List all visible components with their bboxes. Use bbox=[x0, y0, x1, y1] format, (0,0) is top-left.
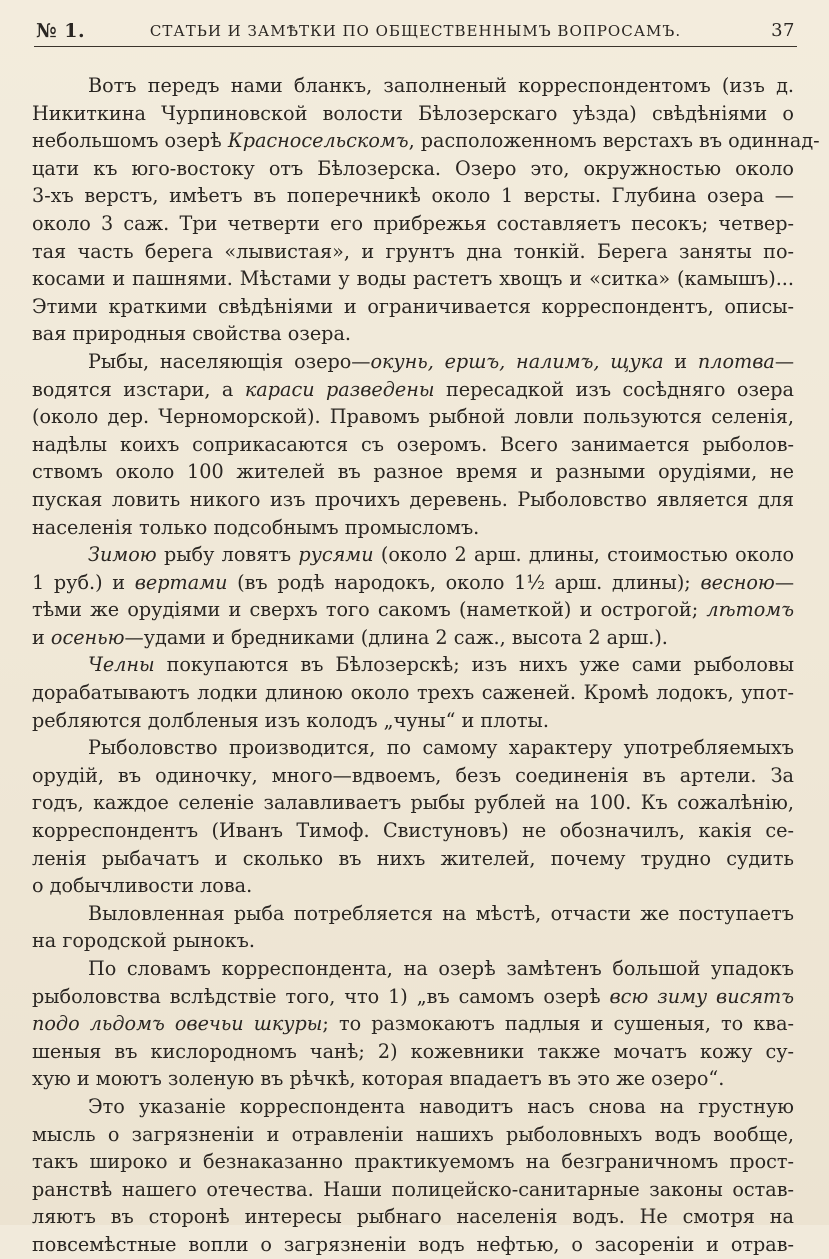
text-line bbox=[32, 596, 794, 624]
text-run: цати къ юго-востоку отъ Бѣлозерска. Озеро это, окружностью около bbox=[32, 156, 794, 180]
text-run: повсемѣстные вопли о загрязненіи водъ нефтью, о засореніи и отрав- bbox=[32, 1232, 794, 1256]
text-line bbox=[32, 983, 794, 1011]
text-run: ствомъ около 100 жителей въ разное время и разными орудіями, не bbox=[32, 460, 794, 484]
text-run: Выловленная рыба потребляется на мѣстѣ, отчасти же поступаетъ bbox=[88, 901, 794, 925]
text-run: Этими краткими свѣдѣніями и ограничивается корреспондентъ, описы- bbox=[32, 294, 794, 318]
italic-term: всю зиму висятъ bbox=[609, 984, 795, 1008]
text-run: рыбу ловятъ bbox=[156, 543, 299, 567]
text-line bbox=[32, 458, 794, 486]
text-run: и bbox=[663, 349, 698, 373]
text-line bbox=[32, 348, 794, 376]
text-run: ребляются долбленыя изъ колодъ „чуны“ и плоты. bbox=[32, 708, 549, 732]
italic-term: Зимою bbox=[88, 543, 157, 567]
text-line bbox=[32, 651, 794, 679]
text-run: —удами и бредниками (длина 2 саж., высота 2 арш.). bbox=[124, 625, 668, 649]
text-run: и bbox=[32, 625, 51, 649]
text-run: тѣми же орудіями и сверхъ того сакомъ (наметкой) и острогой; bbox=[32, 598, 707, 622]
text-run: По словамъ корреспондента, на озерѣ замѣтенъ большой упадокъ bbox=[88, 957, 794, 980]
text-run: орудій, въ одиночку, много—вдвоемъ, безъ соединенія въ артели. За bbox=[32, 763, 794, 787]
text-line bbox=[32, 679, 794, 707]
text-line bbox=[32, 872, 794, 900]
text-run: около 3 саж. Три четверти его прибрежья составляетъ песокъ; четвер- bbox=[32, 211, 794, 235]
section-title: СТАТЬИ И ЗАМѢТКИ ПО ОБЩЕСТВЕННЫМЪ ВОПРОСАМЪ. bbox=[149, 22, 682, 40]
text-run: хую и моютъ золеную въ рѣчкѣ, которая впадаетъ въ это же озеро“. bbox=[32, 1067, 725, 1091]
text-line bbox=[32, 72, 794, 100]
text-run: ленія рыбачатъ и сколько въ нихъ жителей, почему трудно судить bbox=[32, 846, 794, 870]
text-line bbox=[32, 210, 794, 238]
italic-term: весною bbox=[700, 570, 775, 594]
text-run: косами и пашнями. Мѣстами у воды растетъ хвощъ и «ситка» (камышъ)... bbox=[32, 267, 794, 291]
text-run: Рыболовство производится, по самому характеру употребляемыхъ bbox=[88, 736, 794, 760]
text-line bbox=[32, 431, 794, 459]
text-run: Это указаніе корреспондента наводитъ насъ снова на грустную bbox=[88, 1094, 794, 1118]
text-run: (около дер. Черноморской). Правомъ рыбной ловли пользуются селенія, bbox=[32, 405, 794, 429]
text-run: (въ родѣ народокъ, около 1½ арш. длины); bbox=[227, 570, 701, 594]
text-line bbox=[32, 265, 794, 293]
text-line bbox=[32, 1065, 794, 1093]
page-number: 37 bbox=[771, 20, 795, 41]
italic-term: плотва bbox=[697, 349, 775, 373]
text-run: шеныя въ кислородномъ чанѣ; 2) кожевники также мочатъ кожу су- bbox=[32, 1039, 794, 1063]
text-run: дорабатываютъ лодки длиною около трехъ саженей. Кромѣ лодокъ, упот- bbox=[32, 681, 794, 705]
running-header bbox=[34, 20, 797, 47]
text-line bbox=[32, 1203, 794, 1231]
text-line bbox=[32, 900, 794, 928]
text-run: Вотъ передъ нами бланкъ, заполненый корреспондентомъ (изъ д. bbox=[88, 74, 794, 97]
text-line bbox=[32, 624, 794, 652]
text-line bbox=[32, 100, 794, 128]
text-line bbox=[32, 238, 794, 266]
text-line bbox=[32, 320, 794, 348]
text-run: ляютъ въ сторонѣ интересы рыбнаго населенія водъ. Не смотря на bbox=[32, 1205, 794, 1229]
text-line bbox=[32, 1038, 794, 1066]
text-line bbox=[32, 817, 794, 845]
text-run: на городской рынокъ. bbox=[32, 929, 255, 953]
text-run: корреспондентъ (Иванъ Тимоф. Свистуновъ) не обозначилъ, какія се- bbox=[32, 819, 794, 843]
text-run: пуская ловить никого изъ прочихъ деревень. Рыболовство является для bbox=[32, 487, 794, 511]
text-run: о добычливости лова. bbox=[32, 874, 253, 898]
text-run: небольшомъ озерѣ bbox=[32, 129, 228, 153]
text-run: покупаются въ Бѣлозерскѣ; изъ нихъ уже сами рыболовы bbox=[154, 653, 794, 677]
text-line bbox=[32, 762, 794, 790]
text-run: — bbox=[774, 349, 794, 373]
text-line bbox=[32, 1148, 794, 1176]
text-line bbox=[32, 127, 820, 155]
text-line bbox=[32, 1093, 794, 1121]
text-run: тая часть берега «лывистая», и грунтъ дна тонкій. Берега заняты по- bbox=[32, 239, 794, 263]
italic-term: Красносельскомъ bbox=[227, 129, 409, 153]
text-line bbox=[32, 541, 794, 569]
text-line bbox=[32, 403, 794, 431]
text-run: водятся изстари, а bbox=[32, 377, 245, 401]
text-line bbox=[32, 155, 794, 183]
text-line bbox=[32, 845, 794, 873]
text-run: надѣлы коихъ соприкасаются съ озеромъ. Всего занимается рыболов- bbox=[32, 432, 794, 456]
text-line bbox=[32, 1121, 794, 1149]
text-run: рыболовства вслѣдствіе того, что 1) „въ самомъ озерѣ bbox=[32, 984, 610, 1008]
article-text bbox=[32, 72, 820, 1259]
text-line bbox=[32, 293, 794, 321]
italic-term: лѣтомъ bbox=[706, 598, 794, 622]
text-run: Никиткина Чурпиновской волости Бѣлозерскаго уѣзда) свѣдѣніями о bbox=[32, 101, 794, 125]
text-line bbox=[32, 182, 794, 210]
text-run: Рыбы, населяющія озеро— bbox=[88, 349, 371, 373]
text-line bbox=[32, 514, 794, 542]
text-run: населенія только подсобнымъ промысломъ. bbox=[32, 515, 480, 539]
italic-term: вертами bbox=[134, 570, 228, 594]
text-line bbox=[32, 955, 794, 983]
italic-term: окунь, ершъ, налимъ, щука bbox=[370, 349, 664, 373]
italic-term: Челны bbox=[88, 653, 155, 677]
text-run: пересадкой изъ сосѣдняго озера bbox=[434, 377, 794, 401]
text-run: мысль о загрязненіи и отравленіи нашихъ рыболовныхъ водъ вообще, bbox=[32, 1122, 794, 1146]
text-line bbox=[32, 1231, 794, 1259]
text-run: , расположенномъ верстахъ въ одиннад- bbox=[408, 129, 820, 153]
text-line bbox=[32, 734, 794, 762]
text-line bbox=[32, 486, 794, 514]
text-line bbox=[32, 569, 794, 597]
text-line bbox=[32, 1176, 794, 1204]
text-line bbox=[32, 376, 794, 404]
text-run: ранствѣ нашего отечества. Наши полицейско-санитарные законы остав- bbox=[32, 1177, 794, 1201]
text-line bbox=[32, 789, 794, 817]
italic-term: подо льдомъ овечьи шкуры bbox=[32, 1012, 323, 1036]
text-run: 1 руб.) и bbox=[32, 570, 135, 594]
text-run: 3-хъ верстъ, имѣетъ въ поперечникѣ около 1 версты. Глубина озера — bbox=[32, 184, 794, 208]
text-run: (около 2 арш. длины, стоимостью около bbox=[373, 543, 794, 567]
text-run: годъ, каждое селеніе залавливаетъ рыбы рублей на 100. Къ сожалѣнію, bbox=[32, 791, 794, 815]
text-run: ; то размокаютъ падлыя и сушеныя, то ква- bbox=[322, 1012, 794, 1036]
issue-number: № 1. bbox=[36, 20, 86, 42]
text-run: — bbox=[774, 570, 794, 594]
italic-term: русями bbox=[298, 543, 374, 567]
italic-term: караси разведены bbox=[244, 377, 435, 401]
text-run: вая природныя свойства озера. bbox=[32, 322, 352, 346]
text-line bbox=[32, 1010, 794, 1038]
text-line bbox=[32, 707, 794, 735]
text-line bbox=[32, 927, 794, 955]
text-run: такъ широко и безнаказанно практикуемомъ на безграничномъ прост- bbox=[32, 1150, 794, 1174]
italic-term: осенью bbox=[50, 625, 125, 649]
